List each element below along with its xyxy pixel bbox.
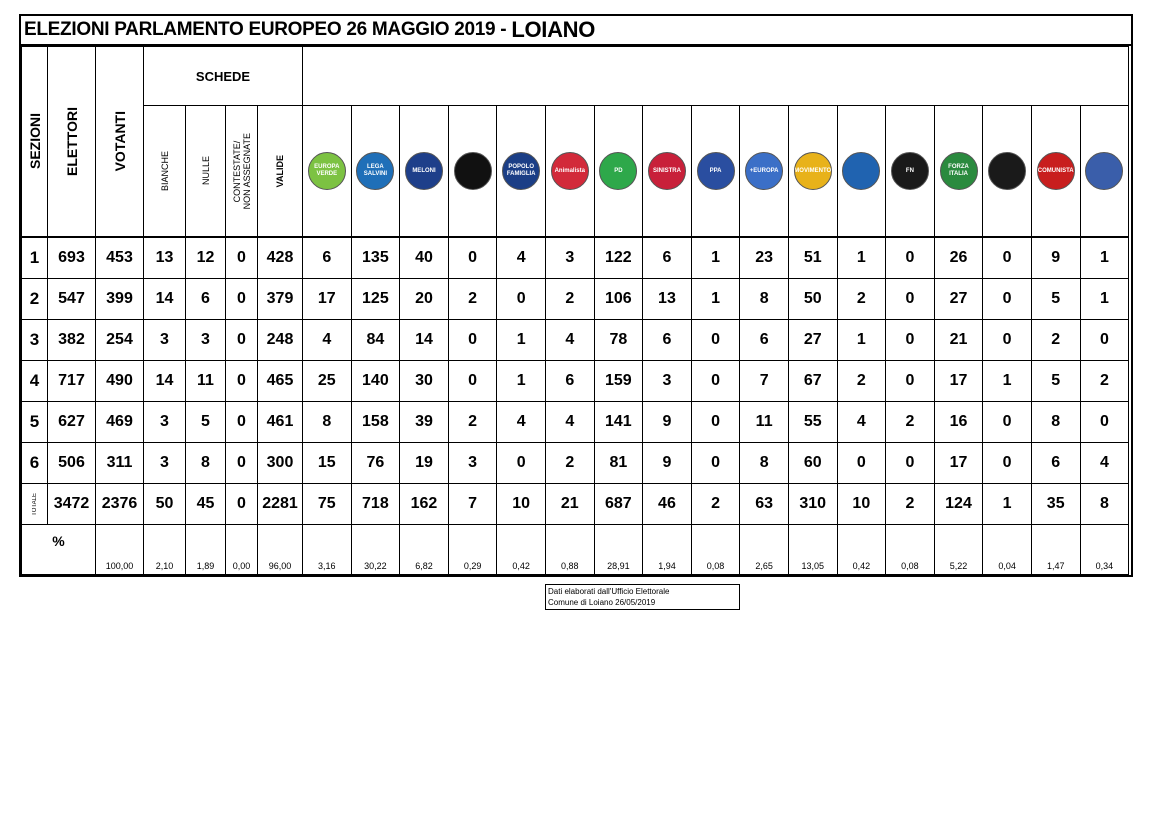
party-votes-cell: 15 (303, 443, 352, 484)
party-votes-cell: 0 (497, 279, 546, 320)
party-votes-cell: 0 (448, 361, 497, 402)
totale-label (22, 484, 48, 525)
party-percent-cell: 3,16 (303, 525, 352, 575)
party-header-2 (351, 106, 400, 238)
elettori-cell: 627 (48, 402, 96, 443)
elettori-cell: 506 (48, 443, 96, 484)
bianche-cell: 14 (144, 361, 186, 402)
party-votes-cell: 141 (594, 402, 643, 443)
valide-cell: 248 (258, 320, 303, 361)
party-votes-cell: 13 (643, 279, 692, 320)
party-votes-cell: 1 (691, 237, 740, 279)
party-header-16 (1031, 106, 1080, 238)
party-header-12 (837, 106, 886, 238)
party-votes-cell: 27 (934, 279, 983, 320)
party-votes-cell: 2 (448, 279, 497, 320)
nulle-cell: 6 (186, 279, 226, 320)
party-votes-cell: 26 (934, 237, 983, 279)
header-nulle: NULLE (186, 106, 226, 238)
party-header-14 (934, 106, 983, 238)
elettori-cell: 547 (48, 279, 96, 320)
party-votes-cell: 158 (351, 402, 400, 443)
percent-contestate-cell: 0,00 (226, 525, 258, 575)
nulle-cell: 11 (186, 361, 226, 402)
party-percent-cell: 13,05 (788, 525, 837, 575)
party-total-cell: 10 (497, 484, 546, 525)
party-header-5 (497, 106, 546, 238)
votanti-cell: 399 (96, 279, 144, 320)
party-votes-cell: 159 (594, 361, 643, 402)
votanti-cell: 453 (96, 237, 144, 279)
party-votes-cell: 135 (351, 237, 400, 279)
valide-cell: 461 (258, 402, 303, 443)
party-total-cell: 7 (448, 484, 497, 525)
party-total-cell: 718 (351, 484, 400, 525)
party-votes-cell: 1 (497, 320, 546, 361)
sezione-number: 4 (22, 361, 48, 402)
total-elettori-cell: 3472 (48, 484, 96, 525)
party-total-cell: 162 (400, 484, 449, 525)
party-votes-cell: 39 (400, 402, 449, 443)
votanti-cell: 469 (96, 402, 144, 443)
party-percent-cell: 0,29 (448, 525, 497, 575)
party-percent-cell: 0,42 (497, 525, 546, 575)
party-votes-cell: 4 (545, 320, 594, 361)
total-valide-cell: 2281 (258, 484, 303, 525)
party-votes-cell: 50 (788, 279, 837, 320)
piu-europa-logo: +EUROPA (745, 152, 783, 190)
party-votes-cell: 122 (594, 237, 643, 279)
party-votes-cell: 9 (1031, 237, 1080, 279)
party-votes-cell: 3 (545, 237, 594, 279)
elettori-cell: 693 (48, 237, 96, 279)
sezione-number: 1 (22, 237, 48, 279)
header-bianche: BIANCHE (144, 106, 186, 238)
percent-label: % (22, 525, 96, 575)
party-percent-cell: 2,65 (740, 525, 789, 575)
party-votes-cell: 2 (1031, 320, 1080, 361)
table-row (22, 237, 1129, 279)
party-percent-cell: 5,22 (934, 525, 983, 575)
svp-logo (842, 152, 880, 190)
table-row (22, 361, 1129, 402)
party-votes-cell: 51 (788, 237, 837, 279)
page-title (21, 16, 1131, 46)
results-table (21, 46, 1129, 575)
party-votes-cell: 4 (837, 402, 886, 443)
party-votes-cell: 140 (351, 361, 400, 402)
nulle-cell: 5 (186, 402, 226, 443)
party-total-cell: 46 (643, 484, 692, 525)
party-votes-cell: 9 (643, 443, 692, 484)
party-total-cell: 21 (545, 484, 594, 525)
party-votes-cell: 2 (448, 402, 497, 443)
source-line-1: Dati elaborati dall'Ufficio Elettorale (548, 587, 670, 596)
forza-italia-logo: FORZA ITALIA (940, 152, 978, 190)
ppa-logo: PPA (697, 152, 735, 190)
party-header-7 (594, 106, 643, 238)
party-votes-cell: 4 (545, 402, 594, 443)
sezione-number: 6 (22, 443, 48, 484)
party-votes-cell: 8 (1031, 402, 1080, 443)
party-votes-cell: 0 (448, 320, 497, 361)
title-town: LOIANO (511, 17, 596, 42)
party-header-9 (691, 106, 740, 238)
party-votes-cell: 5 (1031, 361, 1080, 402)
party-percent-cell: 0,04 (983, 525, 1032, 575)
party-votes-cell: 125 (351, 279, 400, 320)
contestate-cell: 0 (226, 361, 258, 402)
party-total-cell: 2 (886, 484, 935, 525)
party-votes-cell: 17 (303, 279, 352, 320)
valide-cell: 379 (258, 279, 303, 320)
party-percent-cell: 0,34 (1080, 525, 1129, 575)
party-percent-cell: 0,88 (545, 525, 594, 575)
party-header-13 (886, 106, 935, 238)
party-header-6 (545, 106, 594, 238)
bianche-cell: 14 (144, 279, 186, 320)
party-total-cell: 124 (934, 484, 983, 525)
source-note (545, 584, 740, 610)
party-votes-cell: 0 (983, 279, 1032, 320)
party-votes-cell: 0 (983, 443, 1032, 484)
party-votes-cell: 7 (740, 361, 789, 402)
party-votes-cell: 1 (1080, 279, 1129, 320)
header-contestate: CONTESTATE/ NON ASSEGNATE (226, 106, 258, 238)
header-schede: SCHEDE (144, 47, 303, 106)
lega-logo: LEGA SALVINI (356, 152, 394, 190)
party-percent-cell: 6,82 (400, 525, 449, 575)
total-nulle-cell: 45 (186, 484, 226, 525)
party-percent-cell: 0,08 (886, 525, 935, 575)
valide-cell: 465 (258, 361, 303, 402)
party-total-cell: 75 (303, 484, 352, 525)
totals-row (22, 484, 1129, 525)
party-votes-cell: 3 (448, 443, 497, 484)
party-votes-cell: 60 (788, 443, 837, 484)
party-votes-cell: 11 (740, 402, 789, 443)
party-votes-cell: 2 (545, 443, 594, 484)
valide-cell: 428 (258, 237, 303, 279)
party-votes-cell: 106 (594, 279, 643, 320)
party-percent-cell: 1,94 (643, 525, 692, 575)
party-votes-cell: 4 (1080, 443, 1129, 484)
party-votes-cell: 1 (1080, 237, 1129, 279)
sezione-number: 2 (22, 279, 48, 320)
party-header-10 (740, 106, 789, 238)
party-total-cell: 63 (740, 484, 789, 525)
party-total-cell: 310 (788, 484, 837, 525)
bianche-cell: 13 (144, 237, 186, 279)
pd-logo: PD (599, 152, 637, 190)
party-votes-cell: 23 (740, 237, 789, 279)
source-line-2: Comune di Loiano 26/05/2019 (548, 598, 656, 607)
party-header-4 (448, 106, 497, 238)
sezione-number: 5 (22, 402, 48, 443)
party-percent-cell: 1,47 (1031, 525, 1080, 575)
party-votes-cell: 78 (594, 320, 643, 361)
party-votes-cell: 0 (837, 443, 886, 484)
party-votes-cell: 27 (788, 320, 837, 361)
total-contestate-cell: 0 (226, 484, 258, 525)
party-votes-cell: 1 (837, 320, 886, 361)
title-main: ELEZIONI PARLAMENTO EUROPEO 26 MAGGIO 2019 (24, 19, 496, 40)
party-votes-cell: 0 (691, 402, 740, 443)
party-total-cell: 35 (1031, 484, 1080, 525)
party-votes-cell: 17 (934, 443, 983, 484)
party-votes-cell: 8 (740, 279, 789, 320)
elettori-cell: 382 (48, 320, 96, 361)
party-votes-cell: 1 (497, 361, 546, 402)
party-votes-cell: 0 (886, 443, 935, 484)
party-votes-cell: 30 (400, 361, 449, 402)
party-votes-cell: 5 (1031, 279, 1080, 320)
table-row (22, 402, 1129, 443)
party-votes-cell: 0 (983, 320, 1032, 361)
votanti-cell: 490 (96, 361, 144, 402)
party-votes-cell: 9 (643, 402, 692, 443)
partito-comunista-logo: COMUNISTA (1037, 152, 1075, 190)
edelweiss-logo (988, 152, 1026, 190)
partito-pirata-logo (454, 152, 492, 190)
party-votes-cell: 4 (303, 320, 352, 361)
party-votes-cell: 25 (303, 361, 352, 402)
party-votes-cell: 4 (497, 237, 546, 279)
votanti-cell: 254 (96, 320, 144, 361)
party-votes-cell: 76 (351, 443, 400, 484)
party-votes-cell: 6 (545, 361, 594, 402)
table-row (22, 320, 1129, 361)
party-header-15 (983, 106, 1032, 238)
party-header-11 (788, 106, 837, 238)
party-votes-cell: 0 (448, 237, 497, 279)
header-votanti: VOTANTI (96, 47, 144, 238)
party-votes-cell: 0 (886, 237, 935, 279)
party-total-cell: 1 (983, 484, 1032, 525)
europa-verde-logo: EUROPA VERDE (308, 152, 346, 190)
nulle-cell: 3 (186, 320, 226, 361)
party-votes-cell: 19 (400, 443, 449, 484)
party-votes-cell: 4 (497, 402, 546, 443)
bianche-cell: 3 (144, 320, 186, 361)
animalisti-logo: Animalista (551, 152, 589, 190)
party-percent-cell: 0,08 (691, 525, 740, 575)
party-votes-cell: 0 (691, 320, 740, 361)
nulle-cell: 12 (186, 237, 226, 279)
party-votes-cell: 0 (1080, 320, 1129, 361)
contestate-cell: 0 (226, 402, 258, 443)
percent-row (22, 525, 1129, 575)
table-row (22, 279, 1129, 320)
party-header-3 (400, 106, 449, 238)
nulle-cell: 8 (186, 443, 226, 484)
total-votanti-cell: 2376 (96, 484, 144, 525)
bianche-cell: 3 (144, 402, 186, 443)
party-votes-cell: 6 (643, 320, 692, 361)
totale-label-text: TOTALE (31, 492, 38, 516)
fratelli-italia-logo: MELONI (405, 152, 443, 190)
party-votes-cell: 55 (788, 402, 837, 443)
party-votes-cell: 67 (788, 361, 837, 402)
party-votes-cell: 2 (1080, 361, 1129, 402)
percent-bianche-cell: 2,10 (144, 525, 186, 575)
sinistra-logo: SINISTRA (648, 152, 686, 190)
party-votes-cell: 8 (303, 402, 352, 443)
contestate-cell: 0 (226, 237, 258, 279)
party-votes-cell: 6 (740, 320, 789, 361)
party-votes-cell: 2 (545, 279, 594, 320)
total-bianche-cell: 50 (144, 484, 186, 525)
party-votes-cell: 0 (886, 361, 935, 402)
party-total-cell: 2 (691, 484, 740, 525)
title-separator: - (500, 19, 507, 40)
party-total-cell: 10 (837, 484, 886, 525)
party-votes-cell: 16 (934, 402, 983, 443)
contestate-cell: 0 (226, 320, 258, 361)
party-votes-cell: 84 (351, 320, 400, 361)
party-votes-cell: 6 (1031, 443, 1080, 484)
party-percent-cell: 30,22 (351, 525, 400, 575)
party-votes-cell: 8 (740, 443, 789, 484)
percent-votanti-cell: 100,00 (96, 525, 144, 575)
m5s-logo: MOVIMENTO (794, 152, 832, 190)
party-votes-cell: 21 (934, 320, 983, 361)
party-votes-cell: 6 (643, 237, 692, 279)
elettori-cell: 717 (48, 361, 96, 402)
bianche-cell: 3 (144, 443, 186, 484)
table-row (22, 443, 1129, 484)
party-header-17 (1080, 106, 1129, 238)
party-votes-cell: 20 (400, 279, 449, 320)
party-percent-cell: 0,42 (837, 525, 886, 575)
party-votes-cell: 2 (837, 361, 886, 402)
contestate-cell: 0 (226, 279, 258, 320)
party-votes-cell: 0 (1080, 402, 1129, 443)
party-votes-cell: 0 (983, 237, 1032, 279)
contestate-cell: 0 (226, 443, 258, 484)
party-votes-cell: 2 (837, 279, 886, 320)
header-sezioni: SEZIONI (22, 47, 48, 238)
header-parties-blank (303, 47, 1129, 106)
party-votes-cell: 0 (691, 361, 740, 402)
party-votes-cell: 17 (934, 361, 983, 402)
percent-valide-cell: 96,00 (258, 525, 303, 575)
header-elettori: ELETTORI (48, 47, 96, 238)
popolo-famiglia-logo: POPOLO FAMIGLIA (502, 152, 540, 190)
forza-nuova-logo: FN (891, 152, 929, 190)
party-votes-cell: 1 (983, 361, 1032, 402)
percent-nulle-cell: 1,89 (186, 525, 226, 575)
party-total-cell: 8 (1080, 484, 1129, 525)
votanti-cell: 311 (96, 443, 144, 484)
party-votes-cell: 0 (886, 320, 935, 361)
results-sheet (19, 14, 1133, 577)
party-votes-cell: 0 (983, 402, 1032, 443)
party-total-cell: 687 (594, 484, 643, 525)
valide-cell: 300 (258, 443, 303, 484)
party-percent-cell: 28,91 (594, 525, 643, 575)
casapound-logo (1085, 152, 1123, 190)
party-votes-cell: 1 (837, 237, 886, 279)
party-votes-cell: 40 (400, 237, 449, 279)
party-votes-cell: 2 (886, 402, 935, 443)
party-votes-cell: 0 (497, 443, 546, 484)
party-votes-cell: 1 (691, 279, 740, 320)
header-valide: VALIDE (258, 106, 303, 238)
party-header-1 (303, 106, 352, 238)
party-votes-cell: 81 (594, 443, 643, 484)
sezione-number: 3 (22, 320, 48, 361)
party-votes-cell: 0 (886, 279, 935, 320)
party-votes-cell: 3 (643, 361, 692, 402)
party-votes-cell: 14 (400, 320, 449, 361)
party-votes-cell: 0 (691, 443, 740, 484)
party-header-8 (643, 106, 692, 238)
party-votes-cell: 6 (303, 237, 352, 279)
